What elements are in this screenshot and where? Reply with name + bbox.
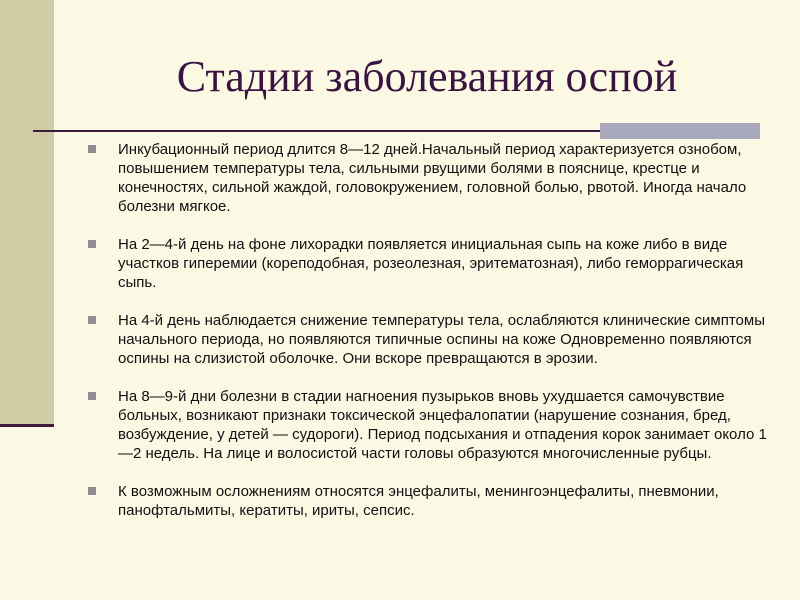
bullet-item: [88, 387, 768, 463]
bullet-item: [88, 482, 768, 520]
title-accent-block: [600, 123, 760, 139]
square-bullet-icon: [88, 240, 96, 248]
square-bullet-icon: [88, 392, 96, 400]
left-bar-underline: [0, 424, 54, 427]
bullet-text: К возможным осложнениям относятся энцефалиты, менингоэнцефалиты, пневмонии, панофтальмиты, кератиты, ириты, сепсис.: [118, 483, 719, 519]
bullet-item: [88, 140, 768, 216]
slide-title: Стадии заболевания оспой: [176, 52, 678, 101]
bullet-text: На 8—9-й дни болезни в стадии нагноения пузырьков вновь ухудшается самочувствие больных, возникают признаки токсической энцефалопатии (нарушение сознания, бред, возбуждение, у детей — судороги). Период подсыхания и отпадения корок занимает около 1—2 недель. На лице и волосистой части головы образуются многочисленные рубцы.: [118, 388, 767, 462]
bullet-text: На 4-й день наблюдается снижение температуры тела, ослабляются клинические симптомы начального периода, но появляются типичные оспины на коже Одновременно появляются оспины на слизистой оболочке. Они вскоре превращаются в эрозии.: [118, 312, 765, 367]
bullet-item: [88, 311, 768, 368]
left-decorative-bar: [0, 0, 54, 424]
bullet-text: Инкубационный период длится 8—12 дней.Начальный период характеризуется ознобом, повышением температуры тела, сильными рвущими болями в пояснице, крестце и конечностях, сильной жаждой, головокружением, головной болью, рвотой. Иногда начало болезни мягкое.: [118, 141, 747, 215]
square-bullet-icon: [88, 145, 96, 153]
bullet-text: На 2—4-й день на фоне лихорадки появляется инициальная сыпь на коже либо в виде участков гиперемии (кореподобная, розеолезная, эритематозная), либо геморрагическая сыпь.: [118, 236, 744, 291]
square-bullet-icon: [88, 487, 96, 495]
square-bullet-icon: [88, 316, 96, 324]
bullet-list: [88, 140, 768, 539]
bullet-item: [88, 235, 768, 292]
